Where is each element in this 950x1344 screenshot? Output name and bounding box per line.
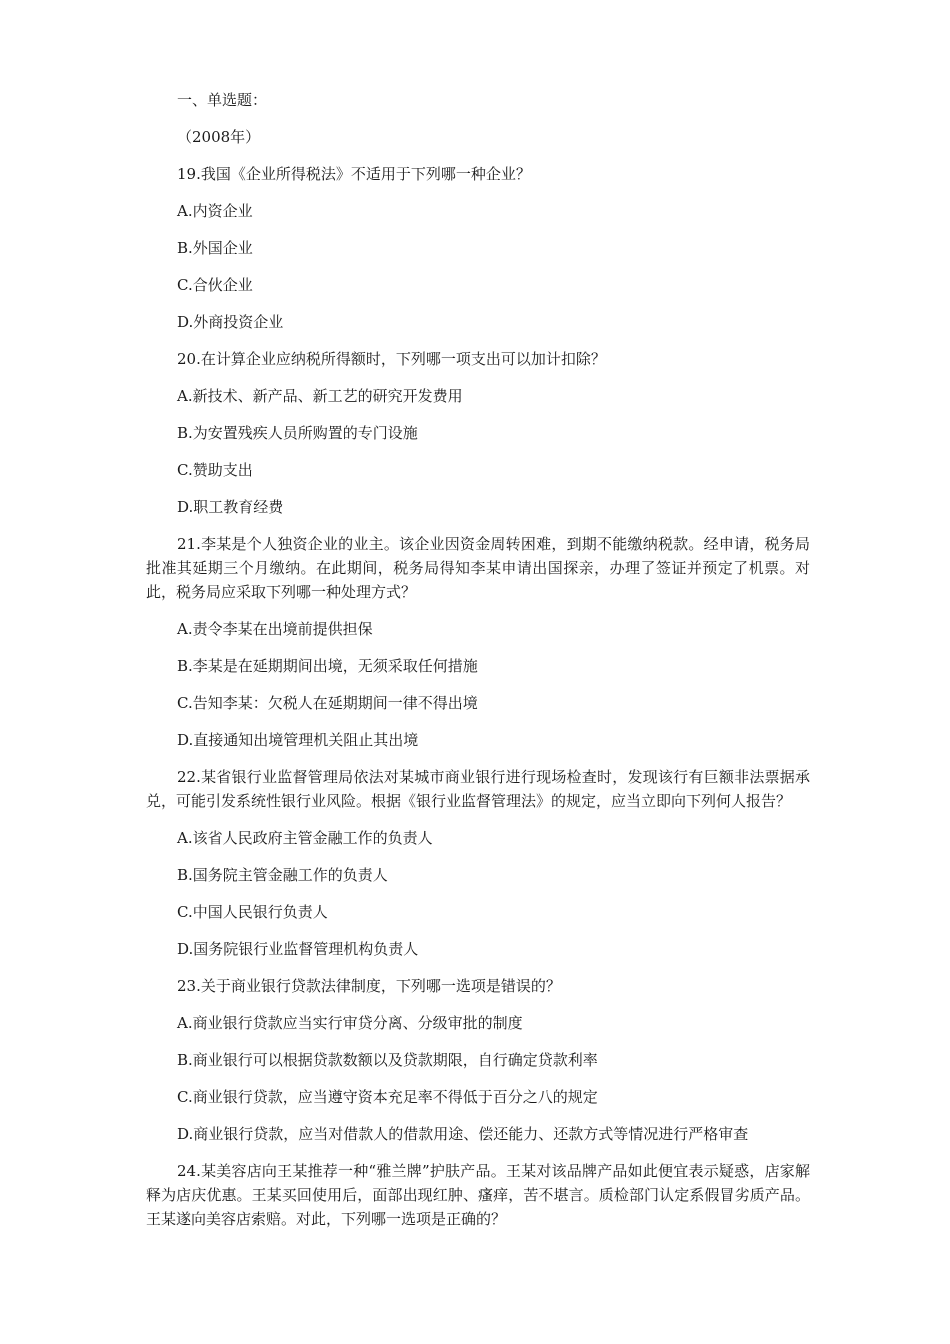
question-21: 21.李某是个人独资企业的业主。该企业因资金周转困难，到期不能缴纳税款。经申请，税务局批准其延期三个月缴纳。在此期间，税务局得知李某申请出国探亲，办理了签证并预定了机票。对此，税务局应采取下列哪一种处理方式？ [146, 535, 810, 601]
year-label: （2008年） [177, 128, 261, 146]
option-20-b: B.为安置残疾人员所购置的专门设施 [177, 424, 418, 442]
option-19-c: C.合伙企业 [177, 276, 253, 294]
option-23-d: D.商业银行贷款，应当对借款人的借款用途、偿还能力、还款方式等情况进行严格审查 [177, 1125, 749, 1143]
option-19-b: B.外国企业 [177, 239, 253, 257]
option-22-b: B.国务院主管金融工作的负责人 [177, 866, 388, 884]
question-23: 23.关于商业银行贷款法律制度，下列哪一选项是错误的？ [177, 977, 561, 995]
option-23-a: A.商业银行贷款应当实行审贷分离、分级审批的制度 [177, 1014, 523, 1032]
option-20-a: A.新技术、新产品、新工艺的研究开发费用 [177, 387, 463, 405]
option-21-b: B.李某是在延期期间出境，无须采取任何措施 [177, 657, 478, 675]
option-22-d: D.国务院银行业监督管理机构负责人 [177, 940, 419, 958]
option-21-a: A.责令李某在出境前提供担保 [177, 620, 373, 638]
option-19-d: D.外商投资企业 [177, 313, 284, 331]
option-20-c: C.赞助支出 [177, 461, 253, 479]
option-22-a: A.该省人民政府主管金融工作的负责人 [177, 829, 433, 847]
document-page [146, 88, 810, 1244]
question-19: 19.我国《企业所得税法》不适用于下列哪一种企业？ [177, 165, 531, 183]
question-20: 20.在计算企业应纳税所得额时，下列哪一项支出可以加计扣除？ [177, 350, 606, 368]
question-22: 22.某省银行业监督管理局依法对某城市商业银行进行现场检查时，发现该行有巨额非法票据承兑，可能引发系统性银行业风险。根据《银行业监督管理法》的规定，应当立即向下列何人报告？ [146, 768, 810, 810]
section-heading: 一、单选题： [177, 91, 268, 109]
option-21-d: D.直接通知出境管理机关阻止其出境 [177, 731, 419, 749]
option-22-c: C.中国人民银行负责人 [177, 903, 328, 921]
option-23-b: B.商业银行可以根据贷款数额以及贷款期限，自行确定贷款利率 [177, 1051, 598, 1069]
option-20-d: D.职工教育经费 [177, 498, 284, 516]
option-19-a: A.内资企业 [177, 202, 253, 220]
option-21-c: C.告知李某：欠税人在延期期间一律不得出境 [177, 694, 478, 712]
question-24: 24.某美容店向王某推荐一种“雅兰牌”护肤产品。王某对该品牌产品如此便宜表示疑惑，店家解释为店庆优惠。王某买回使用后，面部出现红肿、瘙痒，苦不堪言。质检部门认定系假冒劣质产品。王某遂向美容店索赔。对此，下列哪一选项是正确的？ [146, 1162, 810, 1228]
option-23-c: C.商业银行贷款，应当遵守资本充足率不得低于百分之八的规定 [177, 1088, 598, 1106]
